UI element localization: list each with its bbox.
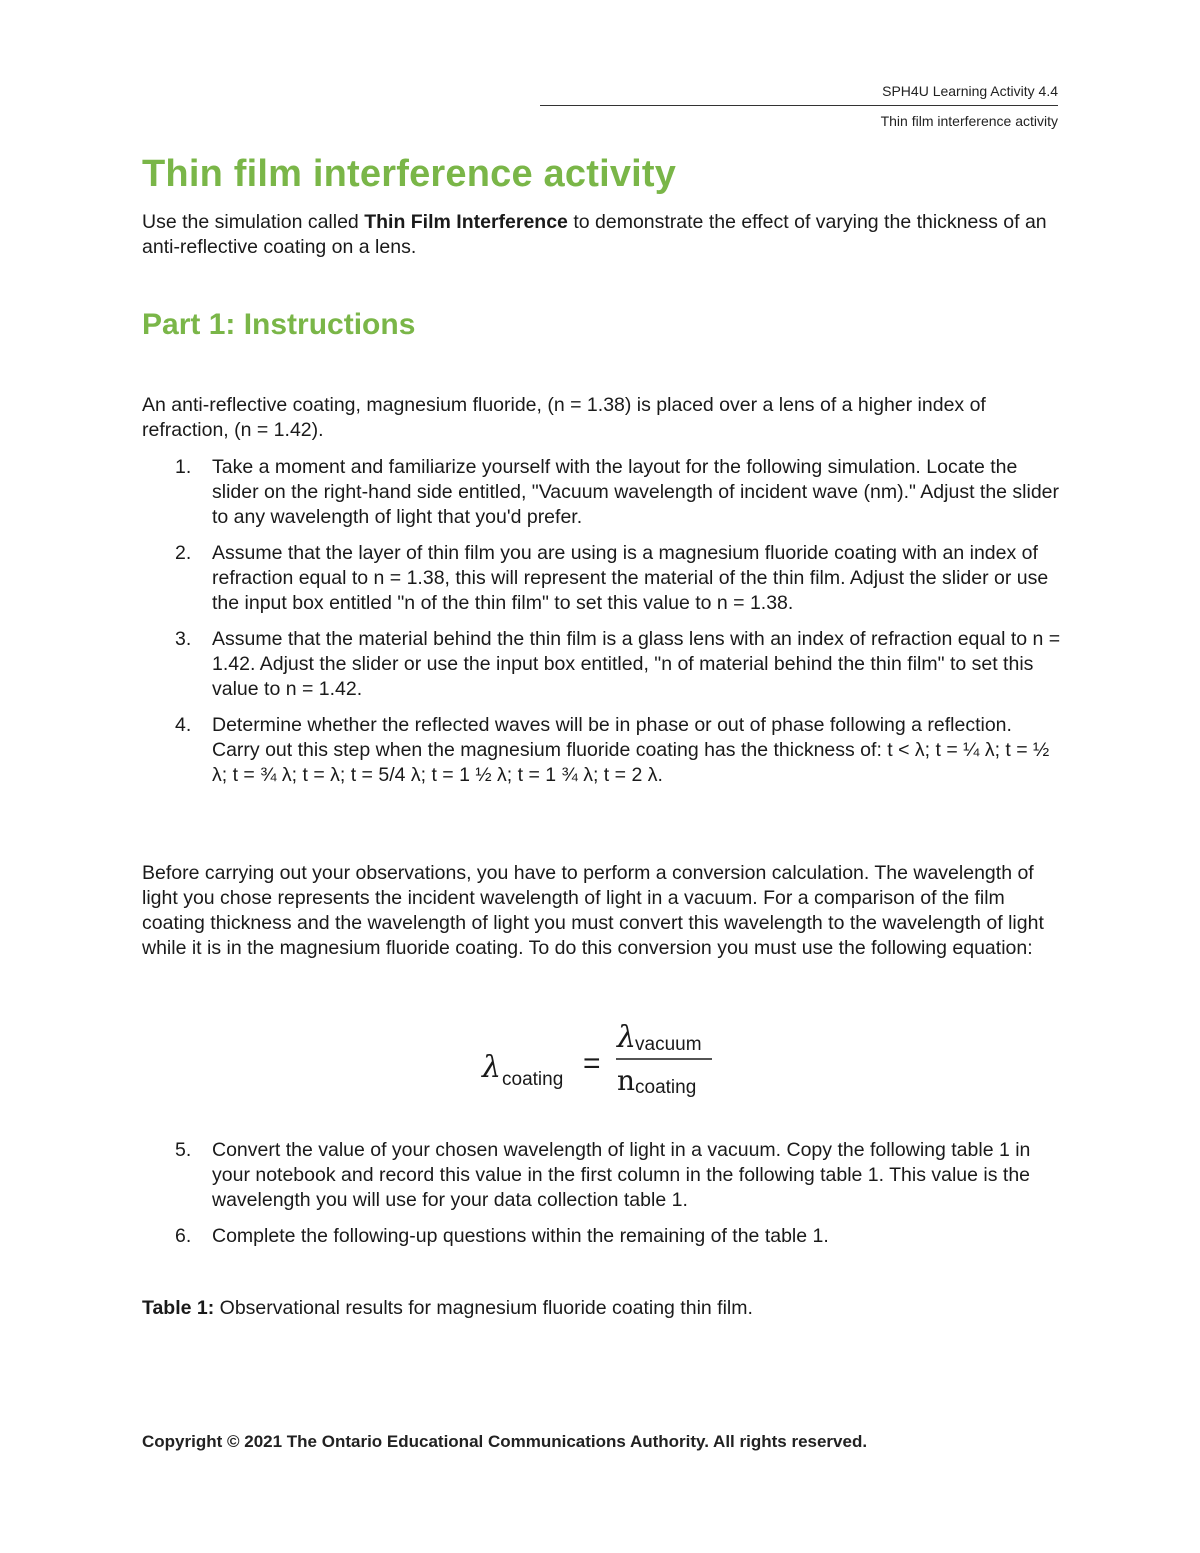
list-item [142,713,1062,788]
list-item [142,1138,1062,1213]
table-caption-label: Table 1: [142,1297,215,1319]
numerator-lambda: λ [617,1020,637,1055]
header-course-label: SPH4U Learning Activity 4.4 [882,83,1058,99]
list-item [142,627,1062,702]
list-item-number: 3. [175,628,192,650]
list-item-number: 4. [175,714,192,736]
list-item-number: 1. [175,456,192,478]
intro-text-before: Use the simulation called [142,211,365,233]
table-caption [142,1296,1062,1321]
instruction-list-a [142,455,1062,799]
wavelength-conversion-equation [480,1015,740,1115]
list-item-text: Determine whether the reflected waves will be in phase or out of phase following a reflection. Carry out this step when the magnesium fluoride coating has the thickness of: t < λ; t = ¼ λ; t = ½ λ; t = ¾ λ; t = λ; t = 5/4 λ; t = 1 ½ λ; t = 1 ¾ λ; t = 2 λ. [212,714,1050,786]
intro-text-after: to demonstrate the effect of varying the thickness of an anti-reflective coating on a lens. [142,211,1047,258]
lead-paragraph: An anti-reflective coating, magnesium fluoride, (n = 1.38) is placed over a lens of a higher index of refraction, (n = 1.42). [142,394,986,441]
equals-sign: = [583,1047,601,1080]
list-item-number: 6. [175,1225,192,1247]
header-rule [540,105,1058,106]
lhs-lambda: λ [482,1050,502,1085]
list-item-text: Assume that the material behind the thin film is a glass lens with an index of refraction equal to n = 1.42. Adjust the slider or use the input box entitled, "n of material behind the thin film" to set this value to n = 1.42. [212,628,1061,700]
header-activity-label: Thin film interference activity [880,113,1058,129]
list-item [142,541,1062,616]
list-item-number: 2. [175,542,192,564]
list-item-text: Complete the following-up questions within the remaining of the table 1. [212,1225,829,1247]
table-caption-text: Observational results for magnesium fluoride coating thin film. [214,1297,753,1319]
numerator-subscript: vacuum [635,1034,702,1055]
denominator-subscript: coating [635,1077,697,1098]
list-item [142,455,1062,530]
conversion-paragraph: Before carrying out your observations, you have to perform a conversion calculation. The wavelength of light you chose represents the incident wavelength of light in a vacuum. For a comparison of the film coating thickness and the wavelength of light you must convert this wavelength to the wavelength of light while it is in the magnesium fluoride coating. To do this conversion you must use the following equation: [142,862,1044,959]
list-item [142,1224,1062,1249]
intro-paragraph [142,210,1062,260]
simulation-name: Thin Film Interference [364,211,568,233]
list-item-text: Take a moment and familiarize yourself with the layout for the following simulation. Locate the slider on the right-hand side entitled, "Vacuum wavelength of incident wave (nm)." Adjust the slider to any wavelength of light that you'd prefer. [212,456,1060,528]
list-item-text: Convert the value of your chosen wavelength of light in a vacuum. Copy the following table 1 in your notebook and record this value in the first column in the following table 1. This value is the wavelength you will use for your data collection table 1. [212,1139,1031,1211]
copyright-footer: Copyright © 2021 The Ontario Educational Communications Authority. All rights reserved. [142,1432,868,1451]
part1-heading: Part 1: Instructions [142,308,416,341]
list-item-text: Assume that the layer of thin film you are using is a magnesium fluoride coating with an index of refraction equal to n = 1.38, this will represent the material of the thin film. Adjust the slider or use the input box entitled "n of the thin film" to set this value to n = 1.38. [212,542,1049,614]
lhs-subscript: coating [502,1069,564,1090]
instruction-list-b [142,1138,1062,1260]
page-title: Thin film interference activity [142,153,677,195]
list-item-number: 5. [175,1139,192,1161]
denominator-n: n [617,1064,636,1097]
